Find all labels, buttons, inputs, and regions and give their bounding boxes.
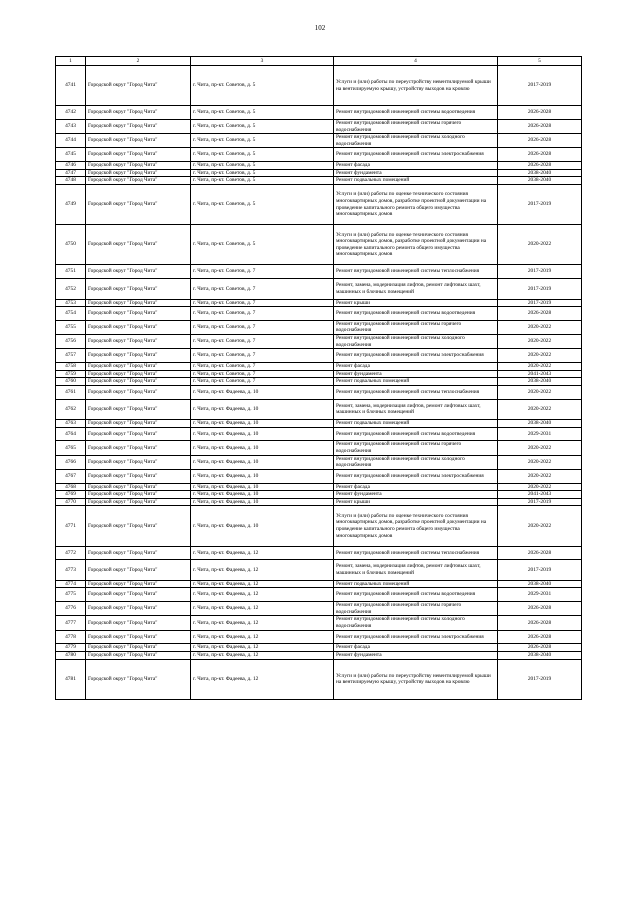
municipality-cell: Городской округ "Город Чита" (86, 602, 191, 616)
row-number-cell: 4776 (56, 602, 86, 616)
period-cell: 2026-2028 (498, 630, 582, 644)
address-cell: г. Чита, пр-кт. Фадеева, д. 10 (191, 385, 334, 399)
table-row (56, 588, 582, 602)
work-type-cell: Услуги и (или) работы по переустройству невентилируемой крыши на вентилируемую крышу, устройству выходов на кровлю (334, 659, 498, 699)
work-type-cell: Ремонт фасада (334, 363, 498, 371)
row-number-cell: 4742 (56, 106, 86, 120)
period-cell: 2020-2022 (498, 455, 582, 469)
address-cell: г. Чита, пр-кт. Советов, д. 7 (191, 307, 334, 321)
work-type-cell: Услуги и (или) работы по переустройству невентилируемой крыши на вентилируемую крышу, устройству выходов на кровлю (334, 66, 498, 106)
work-type-cell: Услуги и (или) работы по оценке технического состояния многоквартирных домов, разработке проектной документации на проведение капитального ремонта общего имущества многоквартирных домов (334, 506, 498, 546)
period-cell: 2026-2028 (498, 106, 582, 120)
table-row (56, 644, 582, 652)
municipality-cell: Городской округ "Город Чита" (86, 498, 191, 506)
row-number-cell: 4779 (56, 644, 86, 652)
municipality-cell: Городской округ "Город Чита" (86, 184, 191, 224)
row-number-cell: 4754 (56, 307, 86, 321)
municipality-cell: Городской округ "Город Чита" (86, 483, 191, 491)
period-cell: 2020-2022 (498, 349, 582, 363)
table-row (56, 399, 582, 419)
municipality-cell: Городской округ "Город Чита" (86, 307, 191, 321)
address-cell: г. Чита, пр-кт. Советов, д. 5 (191, 106, 334, 120)
period-cell: 2017-2019 (498, 299, 582, 307)
period-cell: 2017-2019 (498, 265, 582, 279)
table-row (56, 378, 582, 386)
period-cell: 2026-2028 (498, 148, 582, 162)
work-type-cell: Ремонт подвальных помещений (334, 177, 498, 185)
address-cell: г. Чита, пр-кт. Фадеева, д. 12 (191, 560, 334, 580)
municipality-cell: Городской округ "Город Чита" (86, 225, 191, 265)
municipality-cell: Городской округ "Город Чита" (86, 506, 191, 546)
table-row (56, 370, 582, 378)
period-cell: 2017-2019 (498, 66, 582, 106)
municipality-cell: Городской округ "Город Чита" (86, 644, 191, 652)
municipality-cell: Городской округ "Город Чита" (86, 651, 191, 659)
table-row (56, 498, 582, 506)
address-cell: г. Чита, пр-кт. Советов, д. 7 (191, 335, 334, 349)
municipality-cell: Городской округ "Город Чита" (86, 588, 191, 602)
address-cell: г. Чита, пр-кт. Советов, д. 7 (191, 349, 334, 363)
work-type-cell: Ремонт крыши (334, 299, 498, 307)
work-type-cell: Ремонт фасада (334, 483, 498, 491)
municipality-cell: Городской округ "Город Чита" (86, 349, 191, 363)
address-cell: г. Чита, пр-кт. Фадеева, д. 10 (191, 455, 334, 469)
address-cell: г. Чита, пр-кт. Фадеева, д. 10 (191, 506, 334, 546)
work-type-cell: Ремонт внутридомовой инженерной системы водоотведения (334, 588, 498, 602)
row-number-cell: 4772 (56, 546, 86, 560)
municipality-cell: Городской округ "Город Чита" (86, 399, 191, 419)
work-type-cell: Ремонт подвальных помещений (334, 378, 498, 386)
address-cell: г. Чита, пр-кт. Фадеева, д. 12 (191, 659, 334, 699)
address-cell: г. Чита, пр-кт. Советов, д. 5 (191, 169, 334, 177)
row-number-cell: 4748 (56, 177, 86, 185)
period-cell: 2020-2022 (498, 385, 582, 399)
period-cell: 2026-2028 (498, 602, 582, 616)
work-type-cell: Ремонт внутридомовой инженерной системы горячего водоснабжения (334, 320, 498, 334)
row-number-cell: 4764 (56, 427, 86, 441)
table-row (56, 651, 582, 659)
row-number-cell: 4767 (56, 469, 86, 483)
address-cell: г. Чита, пр-кт. Фадеева, д. 10 (191, 483, 334, 491)
municipality-cell: Городской округ "Город Чита" (86, 378, 191, 386)
municipality-cell: Городской округ "Город Чита" (86, 469, 191, 483)
work-type-cell: Ремонт, замена, модернизация лифтов, ремонт лифтовых шахт, машинных и блочных помещений (334, 279, 498, 299)
period-cell: 2020-2022 (498, 506, 582, 546)
period-cell: 2041-2043 (498, 370, 582, 378)
table-row (56, 469, 582, 483)
municipality-cell: Городской округ "Город Чита" (86, 363, 191, 371)
period-cell: 2026-2028 (498, 616, 582, 630)
municipality-cell: Городской округ "Город Чита" (86, 441, 191, 455)
table-row (56, 385, 582, 399)
row-number-cell: 4774 (56, 580, 86, 588)
table-row (56, 546, 582, 560)
municipality-cell: Городской округ "Город Чита" (86, 320, 191, 334)
table-row (56, 602, 582, 616)
period-cell: 2017-2019 (498, 184, 582, 224)
row-number-cell: 4745 (56, 148, 86, 162)
period-cell: 2026-2028 (498, 307, 582, 321)
row-number-cell: 4780 (56, 651, 86, 659)
row-number-cell: 4761 (56, 385, 86, 399)
work-type-cell: Ремонт, замена, модернизация лифтов, ремонт лифтовых шахт, машинных и блочных помещений (334, 560, 498, 580)
period-cell: 2020-2022 (498, 225, 582, 265)
municipality-cell: Городской округ "Город Чита" (86, 265, 191, 279)
table-row (56, 134, 582, 148)
table-row (56, 279, 582, 299)
table-row (56, 162, 582, 170)
table-row (56, 420, 582, 428)
period-cell: 2029-2031 (498, 427, 582, 441)
work-type-cell: Ремонт фасада (334, 162, 498, 170)
period-cell: 2017-2019 (498, 279, 582, 299)
work-type-cell: Ремонт внутридомовой инженерной системы горячего водоснабжения (334, 602, 498, 616)
table-row (56, 320, 582, 334)
address-cell: г. Чита, пр-кт. Фадеева, д. 10 (191, 399, 334, 419)
municipality-cell: Городской округ "Город Чита" (86, 299, 191, 307)
table-row (56, 66, 582, 106)
work-type-cell: Ремонт подвальных помещений (334, 580, 498, 588)
work-type-cell: Ремонт внутридомовой инженерной системы водоотведения (334, 307, 498, 321)
municipality-cell: Городской округ "Город Чита" (86, 630, 191, 644)
municipality-cell: Городской округ "Город Чита" (86, 169, 191, 177)
row-number-cell: 4746 (56, 162, 86, 170)
municipality-cell: Городской округ "Город Чита" (86, 134, 191, 148)
municipality-cell: Городской округ "Город Чита" (86, 560, 191, 580)
municipality-cell: Городской округ "Город Чита" (86, 335, 191, 349)
work-type-cell: Ремонт фундамента (334, 370, 498, 378)
address-cell: г. Чита, пр-кт. Советов, д. 7 (191, 299, 334, 307)
address-cell: г. Чита, пр-кт. Фадеева, д. 12 (191, 580, 334, 588)
table-row (56, 616, 582, 630)
period-cell: 2041-2043 (498, 491, 582, 499)
address-cell: г. Чита, пр-кт. Советов, д. 5 (191, 177, 334, 185)
row-number-cell: 4755 (56, 320, 86, 334)
address-cell: г. Чита, пр-кт. Фадеева, д. 10 (191, 469, 334, 483)
address-cell: г. Чита, пр-кт. Фадеева, д. 12 (191, 651, 334, 659)
period-cell: 2017-2019 (498, 498, 582, 506)
row-number-cell: 4762 (56, 399, 86, 419)
row-number-cell: 4769 (56, 491, 86, 499)
table-row (56, 335, 582, 349)
address-cell: г. Чита, пр-кт. Фадеева, д. 12 (191, 616, 334, 630)
work-type-cell: Ремонт внутридомовой инженерной системы теплоснабжения (334, 385, 498, 399)
address-cell: г. Чита, пр-кт. Советов, д. 7 (191, 378, 334, 386)
address-cell: г. Чита, пр-кт. Советов, д. 7 (191, 265, 334, 279)
table-row (56, 483, 582, 491)
work-type-cell: Услуги и (или) работы по оценке технического состояния многоквартирных домов, разработке проектной документации на проведение капитального ремонта общего имущества многоквартирных домов (334, 225, 498, 265)
work-type-cell: Ремонт крыши (334, 498, 498, 506)
work-type-cell: Ремонт внутридомовой инженерной системы электроснабжения (334, 349, 498, 363)
period-cell: 2029-2031 (498, 588, 582, 602)
address-cell: г. Чита, пр-кт. Фадеева, д. 12 (191, 644, 334, 652)
work-type-cell: Ремонт внутридомовой инженерной системы теплоснабжения (334, 265, 498, 279)
row-number-cell: 4744 (56, 134, 86, 148)
period-cell: 2020-2022 (498, 363, 582, 371)
row-number-cell: 4771 (56, 506, 86, 546)
table-row (56, 630, 582, 644)
row-number-cell: 4768 (56, 483, 86, 491)
work-type-cell: Услуги и (или) работы по оценке технического состояния многоквартирных домов, разработке проектной документации на проведение капитального ремонта общего имущества многоквартирных домов (334, 184, 498, 224)
work-type-cell: Ремонт фундамента (334, 491, 498, 499)
period-cell: 2026-2028 (498, 644, 582, 652)
repair-schedule-table (55, 56, 582, 700)
table-row (56, 106, 582, 120)
address-cell: г. Чита, пр-кт. Фадеева, д. 12 (191, 546, 334, 560)
table-body (56, 66, 582, 700)
row-number-cell: 4765 (56, 441, 86, 455)
row-number-cell: 4766 (56, 455, 86, 469)
municipality-cell: Городской округ "Город Чита" (86, 616, 191, 630)
table-row (56, 659, 582, 699)
row-number-cell: 4747 (56, 169, 86, 177)
table-row (56, 177, 582, 185)
period-cell: 2038-2040 (498, 420, 582, 428)
table-row (56, 299, 582, 307)
municipality-cell: Городской округ "Город Чита" (86, 177, 191, 185)
municipality-cell: Городской округ "Город Чита" (86, 370, 191, 378)
period-cell: 2038-2040 (498, 378, 582, 386)
address-cell: г. Чита, пр-кт. Советов, д. 5 (191, 184, 334, 224)
table-header (56, 57, 582, 66)
page-number: 102 (314, 24, 326, 32)
address-cell: г. Чита, пр-кт. Советов, д. 7 (191, 370, 334, 378)
work-type-cell: Ремонт внутридомовой инженерной системы холодного водоснабжения (334, 335, 498, 349)
row-number-cell: 4756 (56, 335, 86, 349)
work-type-cell: Ремонт фасада (334, 644, 498, 652)
work-type-cell: Ремонт внутридомовой инженерной системы холодного водоснабжения (334, 134, 498, 148)
work-type-cell: Ремонт, замена, модернизация лифтов, ремонт лифтовых шахт, машинных и блочных помещений (334, 399, 498, 419)
address-cell: г. Чита, пр-кт. Советов, д. 5 (191, 162, 334, 170)
table-row (56, 441, 582, 455)
work-type-cell: Ремонт фундамента (334, 651, 498, 659)
period-cell: 2020-2022 (498, 483, 582, 491)
table-row (56, 427, 582, 441)
period-cell: 2026-2028 (498, 546, 582, 560)
period-cell: 2038-2040 (498, 580, 582, 588)
table-row (56, 363, 582, 371)
work-type-cell: Ремонт внутридомовой инженерной системы холодного водоснабжения (334, 455, 498, 469)
period-cell: 2038-2040 (498, 651, 582, 659)
address-cell: г. Чита, пр-кт. Фадеева, д. 12 (191, 588, 334, 602)
work-type-cell: Ремонт внутридомовой инженерной системы электроснабжения (334, 148, 498, 162)
row-number-cell: 4759 (56, 370, 86, 378)
address-cell: г. Чита, пр-кт. Фадеева, д. 12 (191, 602, 334, 616)
municipality-cell: Городской округ "Город Чита" (86, 420, 191, 428)
address-cell: г. Чита, пр-кт. Советов, д. 5 (191, 134, 334, 148)
municipality-cell: Городской округ "Город Чита" (86, 427, 191, 441)
address-cell: г. Чита, пр-кт. Советов, д. 7 (191, 279, 334, 299)
municipality-cell: Городской округ "Город Чита" (86, 385, 191, 399)
period-cell: 2020-2022 (498, 335, 582, 349)
row-number-cell: 4757 (56, 349, 86, 363)
table-row (56, 184, 582, 224)
row-number-cell: 4749 (56, 184, 86, 224)
table-row (56, 119, 582, 133)
municipality-cell: Городской округ "Город Чита" (86, 162, 191, 170)
work-type-cell: Ремонт внутридомовой инженерной системы горячего водоснабжения (334, 441, 498, 455)
row-number-cell: 4758 (56, 363, 86, 371)
table-row (56, 169, 582, 177)
header-row (56, 57, 582, 66)
period-cell: 2020-2022 (498, 320, 582, 334)
table-row (56, 580, 582, 588)
row-number-cell: 4770 (56, 498, 86, 506)
address-cell: г. Чита, пр-кт. Фадеева, д. 10 (191, 498, 334, 506)
row-number-cell: 4781 (56, 659, 86, 699)
row-number-cell: 4752 (56, 279, 86, 299)
address-cell: г. Чита, пр-кт. Фадеева, д. 10 (191, 420, 334, 428)
work-type-cell: Ремонт подвальных помещений (334, 420, 498, 428)
address-cell: г. Чита, пр-кт. Советов, д. 7 (191, 363, 334, 371)
address-cell: г. Чита, пр-кт. Советов, д. 5 (191, 119, 334, 133)
table-row (56, 455, 582, 469)
work-type-cell: Ремонт внутридомовой инженерной системы горячего водоснабжения (334, 119, 498, 133)
period-cell: 2020-2022 (498, 399, 582, 419)
work-type-cell: Ремонт внутридомовой инженерной системы электроснабжения (334, 630, 498, 644)
row-number-cell: 4773 (56, 560, 86, 580)
period-cell: 2020-2022 (498, 441, 582, 455)
header-cell-4: 4 (334, 57, 498, 66)
row-number-cell: 4743 (56, 119, 86, 133)
work-type-cell: Ремонт фундамента (334, 169, 498, 177)
period-cell: 2020-2022 (498, 469, 582, 483)
period-cell: 2026-2028 (498, 162, 582, 170)
municipality-cell: Городской округ "Город Чита" (86, 279, 191, 299)
row-number-cell: 4775 (56, 588, 86, 602)
header-cell-1: 1 (56, 57, 86, 66)
header-cell-3: 3 (191, 57, 334, 66)
municipality-cell: Городской округ "Город Чита" (86, 580, 191, 588)
header-cell-2: 2 (86, 57, 191, 66)
table-row (56, 349, 582, 363)
address-cell: г. Чита, пр-кт. Советов, д. 5 (191, 225, 334, 265)
period-cell: 2026-2028 (498, 119, 582, 133)
table-row (56, 560, 582, 580)
row-number-cell: 4750 (56, 225, 86, 265)
table-row (56, 265, 582, 279)
table-row (56, 225, 582, 265)
work-type-cell: Ремонт внутридомовой инженерной системы теплоснабжения (334, 546, 498, 560)
municipality-cell: Городской округ "Город Чита" (86, 659, 191, 699)
municipality-cell: Городской округ "Город Чита" (86, 119, 191, 133)
row-number-cell: 4777 (56, 616, 86, 630)
row-number-cell: 4753 (56, 299, 86, 307)
row-number-cell: 4741 (56, 66, 86, 106)
header-cell-5: 5 (498, 57, 582, 66)
table-row (56, 307, 582, 321)
period-cell: 2017-2019 (498, 560, 582, 580)
work-type-cell: Ремонт внутридомовой инженерной системы холодного водоснабжения (334, 616, 498, 630)
address-cell: г. Чита, пр-кт. Фадеева, д. 10 (191, 427, 334, 441)
period-cell: 2038-2040 (498, 169, 582, 177)
period-cell: 2017-2019 (498, 659, 582, 699)
municipality-cell: Городской округ "Город Чита" (86, 66, 191, 106)
work-type-cell: Ремонт внутридомовой инженерной системы водоотведения (334, 106, 498, 120)
work-type-cell: Ремонт внутридомовой инженерной системы водоотведения (334, 427, 498, 441)
table-row (56, 506, 582, 546)
municipality-cell: Городской округ "Город Чита" (86, 546, 191, 560)
municipality-cell: Городской округ "Город Чита" (86, 106, 191, 120)
municipality-cell: Городской округ "Город Чита" (86, 455, 191, 469)
row-number-cell: 4751 (56, 265, 86, 279)
address-cell: г. Чита, пр-кт. Фадеева, д. 10 (191, 491, 334, 499)
row-number-cell: 4763 (56, 420, 86, 428)
address-cell: г. Чита, пр-кт. Советов, д. 7 (191, 320, 334, 334)
address-cell: г. Чита, пр-кт. Советов, д. 5 (191, 66, 334, 106)
address-cell: г. Чита, пр-кт. Фадеева, д. 10 (191, 441, 334, 455)
row-number-cell: 4760 (56, 378, 86, 386)
municipality-cell: Городской округ "Город Чита" (86, 148, 191, 162)
row-number-cell: 4778 (56, 630, 86, 644)
period-cell: 2038-2040 (498, 177, 582, 185)
address-cell: г. Чита, пр-кт. Советов, д. 5 (191, 148, 334, 162)
work-type-cell: Ремонт внутридомовой инженерной системы электроснабжения (334, 469, 498, 483)
table-row (56, 491, 582, 499)
municipality-cell: Городской округ "Город Чита" (86, 491, 191, 499)
period-cell: 2026-2028 (498, 134, 582, 148)
table-row (56, 148, 582, 162)
address-cell: г. Чита, пр-кт. Фадеева, д. 12 (191, 630, 334, 644)
